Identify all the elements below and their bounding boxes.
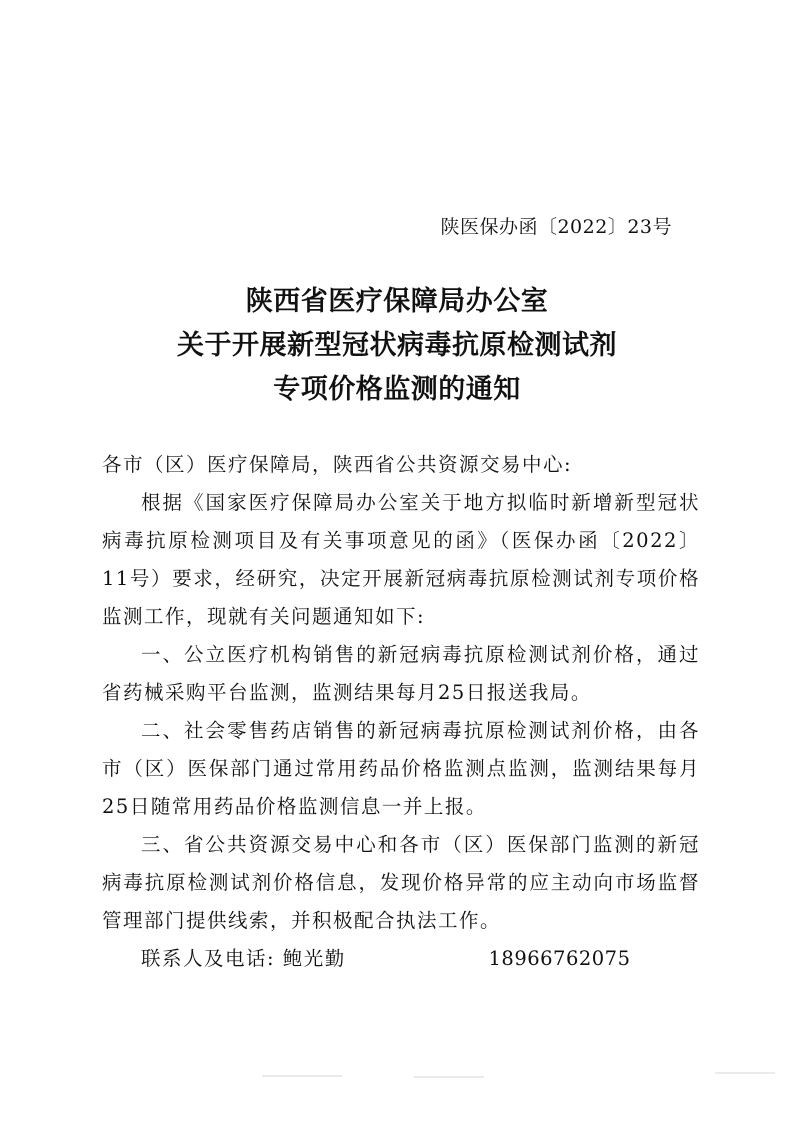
document-number: 陕医保办函〔2022〕23号 [440,216,672,238]
paragraph-item-1: 一、公立医疗机构销售的新冠病毒抗原检测试剂价格，通过省药械采购平台监测，监测结果每月25日报送我局。 [102,643,700,704]
document-title [0,280,794,412]
scan-artifact [262,1075,342,1077]
contact-phone: 18966762075 [488,947,631,970]
title-line-2: 关于开展新型冠状病毒抗原检测试剂 [177,330,617,361]
contact-line [102,940,700,978]
paragraph-item-3: 三、省公共资源交易中心和各市（区）医保部门监测的新冠病毒抗原检测试剂价格信息，发现价格异常的应主动向市场监督管理部门提供线索，并积极配合执法工作。 [102,833,700,932]
scan-artifact [414,1076,484,1078]
title-line-3: 专项价格监测的通知 [273,374,521,405]
title-line-1: 陕西省医疗保障局办公室 [245,286,549,317]
contact-name: 鲍光勤 [282,947,346,970]
document-body [102,446,700,978]
paragraph-intro: 根据《国家医疗保障局办公室关于地方拟临时新增新型冠状病毒抗原检测项目及有关事项意见的函》（医保办函〔2022〕11号）要求，经研究，决定开展新冠病毒抗原检测试剂专项价格监测工作，现就有关问题通知如下: [102,491,700,628]
paragraph-item-2: 二、社会零售药店销售的新冠病毒抗原检测试剂价格，由各市（区）医保部门通过常用药品价格监测点监测，监测结果每月25日随常用药品价格监测信息一并上报。 [102,719,700,818]
scan-artifact [715,1072,775,1074]
contact-label: 联系人及电话: [141,947,276,970]
salutation: 各市（区）医疗保障局，陕西省公共资源交易中心: [102,453,573,476]
